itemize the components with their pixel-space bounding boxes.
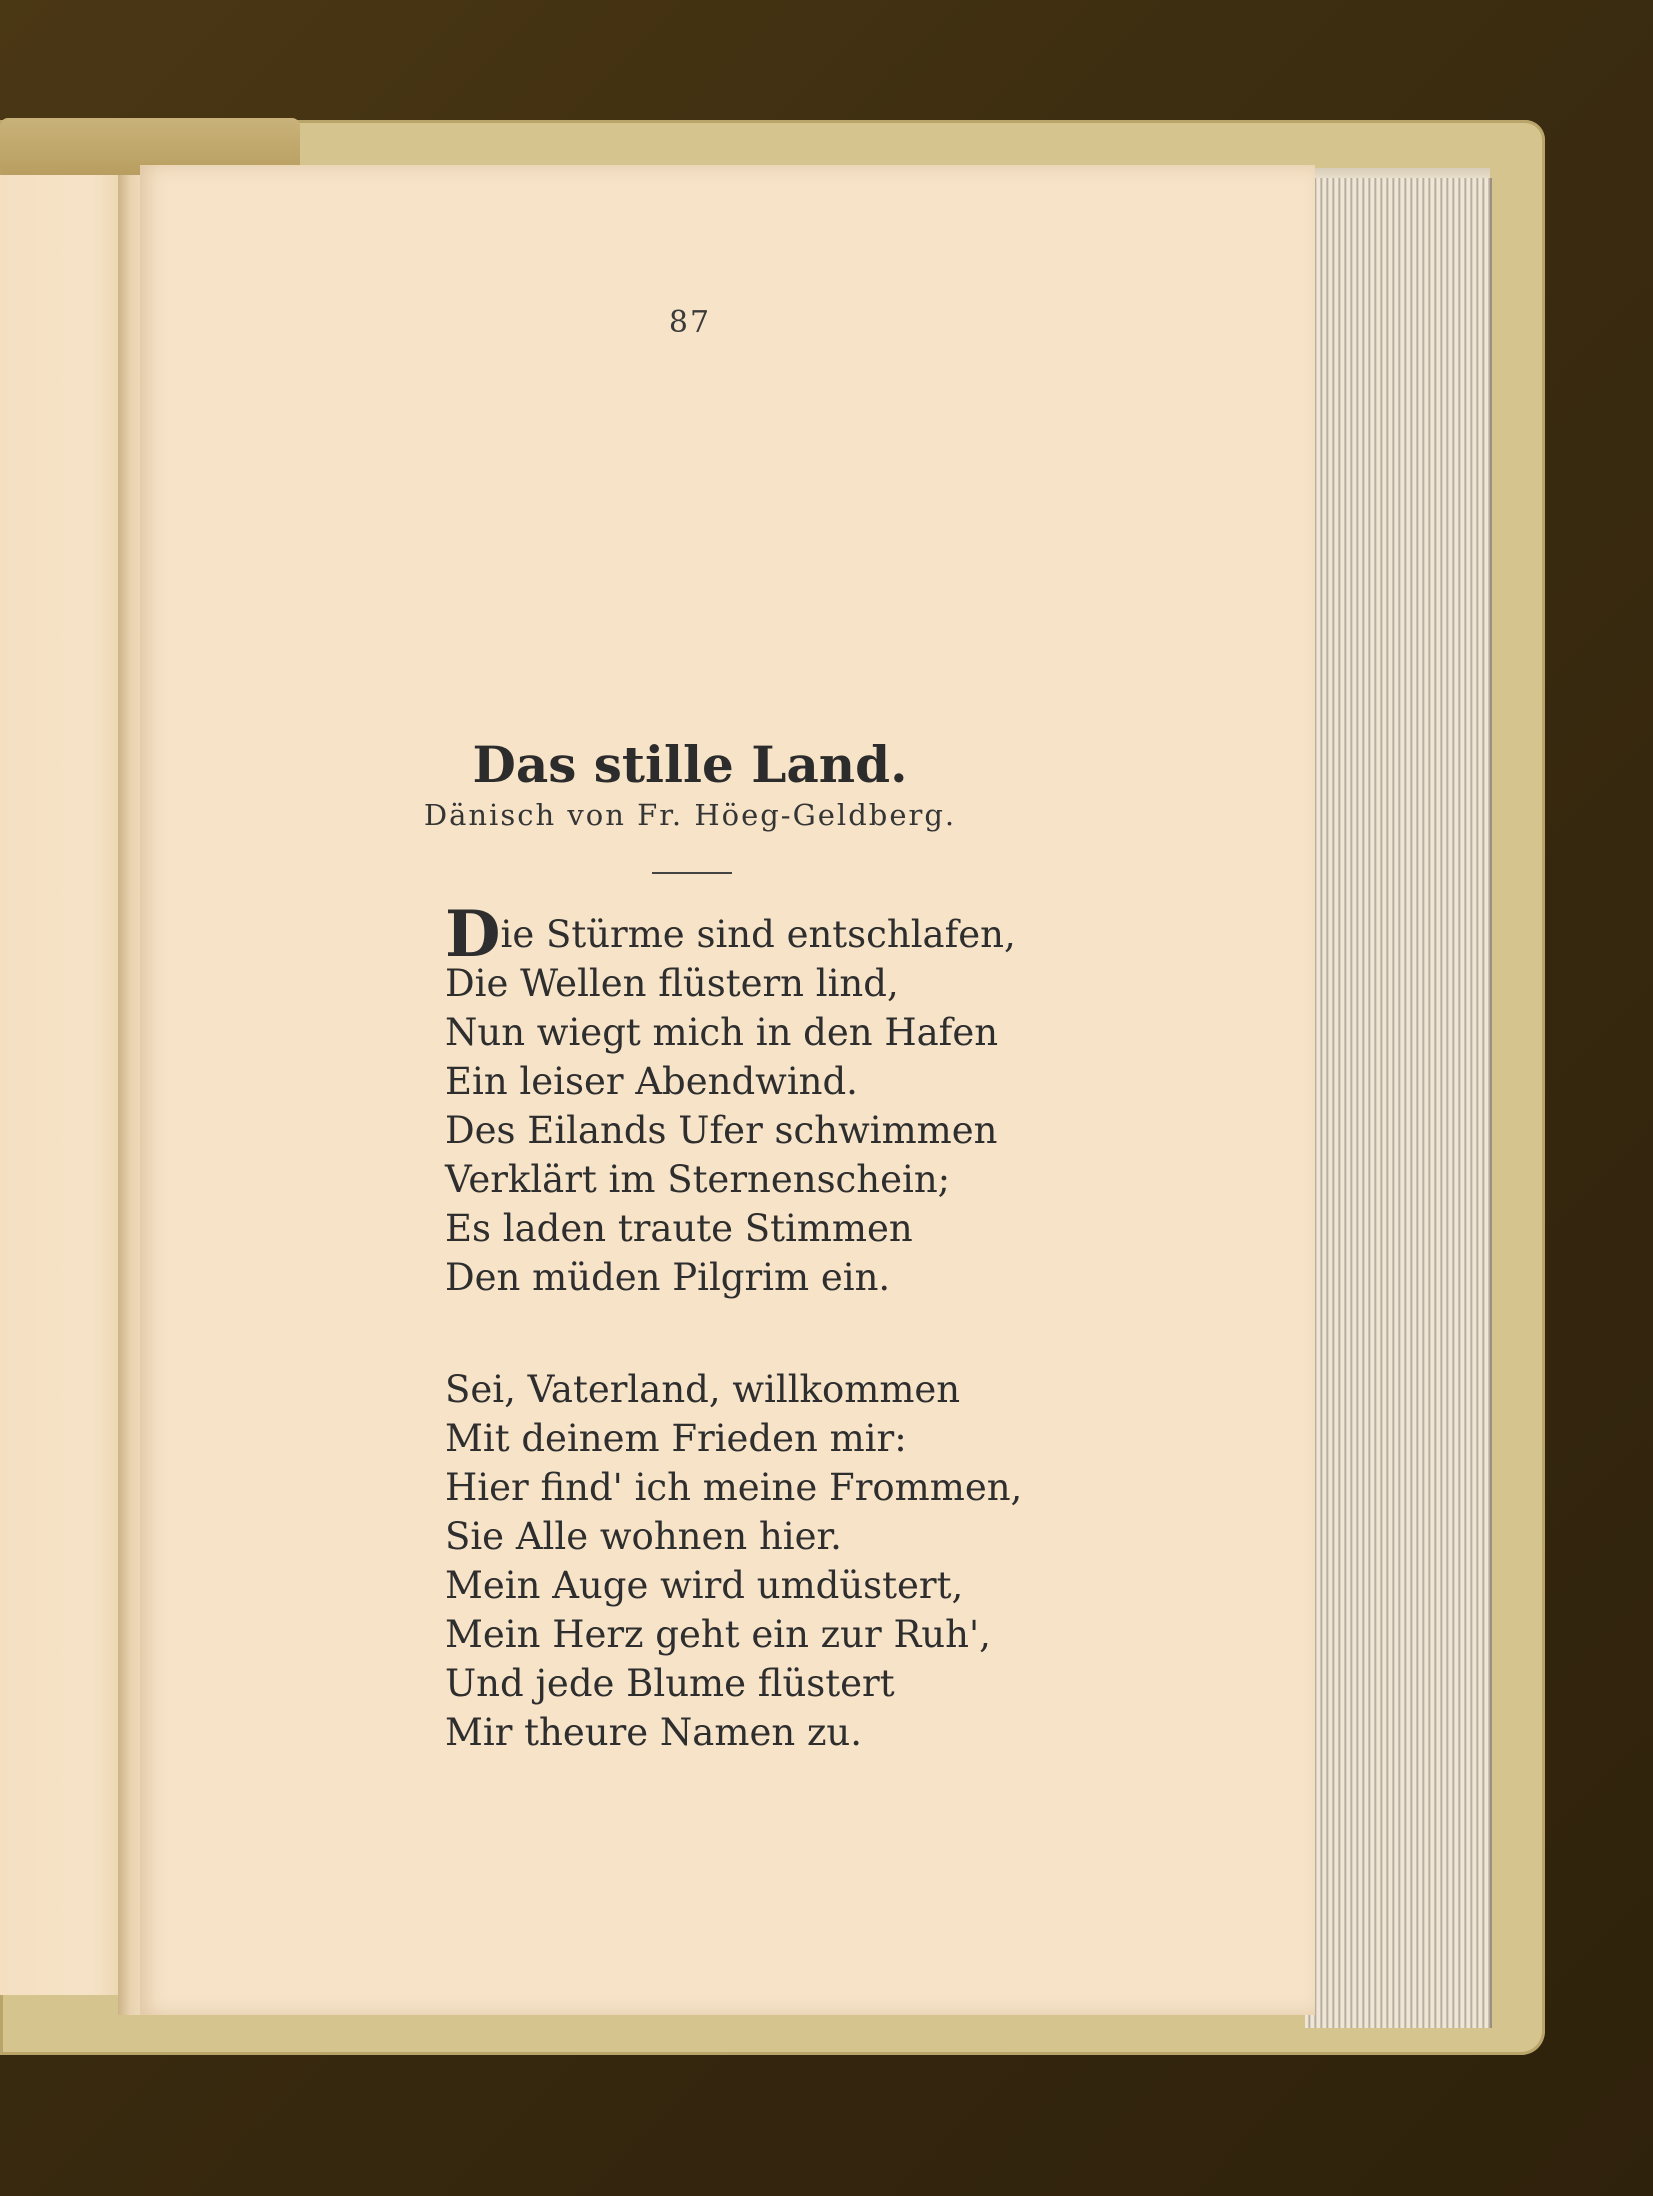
- poem-line: Sie Alle wohnen hier.: [445, 1515, 842, 1558]
- left-page: [0, 175, 132, 1995]
- poem-line: Mein Herz geht ein zur Ruh',: [445, 1613, 991, 1656]
- poem-line: Mir theure Namen zu.: [445, 1711, 863, 1754]
- poem-line: Nun wiegt mich in den Hafen: [445, 1011, 999, 1054]
- poem-title: Das stille Land.: [472, 735, 908, 794]
- page-block-edges: [1305, 178, 1492, 2028]
- page-number: 87: [668, 305, 712, 340]
- poem-line: [445, 897, 1045, 972]
- stanza-2: [445, 1365, 1045, 1757]
- drop-cap: D: [445, 897, 501, 972]
- poem-line: Die Wellen flüstern lind,: [445, 962, 899, 1005]
- poem-attribution: Dänisch von Fr. Höeg-Geldberg.: [423, 798, 957, 832]
- title-divider: [652, 872, 732, 874]
- poem-line: Ein leiser Abendwind.: [445, 1060, 858, 1103]
- poem-line: Verklärt im Sternenschein;: [445, 1158, 951, 1201]
- poem-line: Mein Auge wird umdüstert,: [445, 1564, 964, 1607]
- poem-line-text: ie Stürme sind entschlafen,: [500, 913, 1016, 956]
- stanza-1: [445, 897, 1045, 1302]
- poem-line: Sei, Vaterland, willkommen: [445, 1368, 961, 1411]
- poem-line: Es laden traute Stimmen: [445, 1207, 913, 1250]
- poem-line: Den müden Pilgrim ein.: [445, 1256, 891, 1299]
- poem-line: Und jede Blume flüstert: [445, 1662, 895, 1705]
- poem-line: Mit deinem Frieden mir:: [445, 1417, 907, 1460]
- poem-line: Des Eilands Ufer schwimmen: [445, 1109, 998, 1152]
- poem-line: Hier find' ich meine Frommen,: [445, 1466, 1023, 1509]
